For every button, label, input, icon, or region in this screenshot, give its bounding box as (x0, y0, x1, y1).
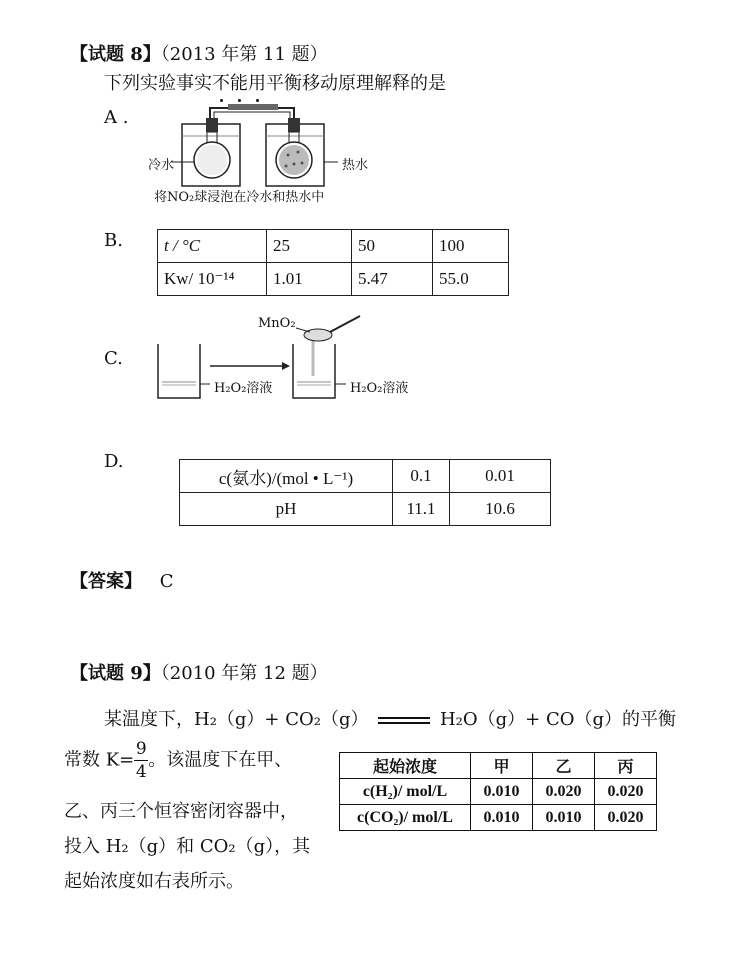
kw-cell: 50 (352, 230, 433, 263)
q9-line-4: 投入 H₂（g）和 CO₂（g），其 (64, 836, 311, 857)
k-denominator: 4 (135, 762, 147, 782)
q8-stem (104, 69, 446, 95)
concentration-row (340, 805, 657, 831)
q9-line-3: 乙、丙三个恒容密闭容器中， (64, 801, 298, 822)
q9-line-5: 起始浓度如右表所示。 (64, 871, 244, 892)
q9-k-line (64, 739, 292, 782)
ammonia-table-row (180, 493, 551, 526)
q9-eq-products: H₂O（g）+ CO（g）的平衡 (439, 709, 677, 730)
ammonia-table-row (180, 460, 551, 493)
kw-cell: 100 (433, 230, 509, 263)
q9-k-suffix: 。该温度下在甲、 (148, 749, 293, 771)
kw-cell: Kw/ 10⁻¹⁴ (158, 263, 267, 296)
kw-table-row (158, 230, 509, 263)
concentration-cell: 0.010 (471, 779, 533, 805)
cold-water-label: 冷水 (148, 158, 175, 173)
answer-label: 【答案】 (70, 571, 142, 592)
k-fraction (134, 739, 148, 782)
q8-stem-after: 平衡移动原理解释的是 (266, 73, 446, 94)
concentration-cell: 乙 (533, 753, 595, 779)
q9-number: 【试题 9】 (70, 663, 161, 684)
concentration-cell: 丙 (595, 753, 657, 779)
concentration-cell: 0.020 (595, 779, 657, 805)
q9-header (70, 659, 328, 685)
option-c-label: C. (104, 348, 123, 369)
q8-header (70, 40, 328, 66)
concentration-cell: 起始浓度 (340, 753, 471, 779)
q8-emph-2: 能 (230, 73, 248, 94)
kw-table-row (158, 263, 509, 296)
k-numerator: 9 (135, 739, 147, 759)
ammonia-cell: c(氨水)/(mol • L⁻¹) (180, 460, 393, 493)
answer-value: C (159, 571, 174, 592)
concentration-cell: 甲 (471, 753, 533, 779)
mno2-label: MnO₂ (258, 316, 296, 331)
ammonia-cell: 10.6 (450, 493, 551, 526)
q9-equation (104, 705, 676, 731)
option-d-label: D. (104, 451, 124, 472)
concentration-cell: 0.010 (471, 805, 533, 831)
q8-year: （2013 年第 11 题） (160, 44, 328, 65)
kw-cell: 25 (267, 230, 352, 263)
option-a-label: A . (104, 107, 129, 128)
kw-cell: 55.0 (433, 263, 509, 296)
ammonia-cell: 11.1 (393, 493, 450, 526)
q9-k-prefix: 常数 K= (64, 749, 135, 771)
concentration-cell: c(H₂)/ mol/L (340, 779, 471, 805)
fraction-bar (134, 760, 148, 761)
option-a-caption: 将NO₂球浸泡在冷水和热水中 (154, 190, 325, 205)
left-h2o2-label: H₂O₂溶液 (214, 381, 273, 396)
ammonia-cell: pH (180, 493, 393, 526)
kw-cell: 1.01 (267, 263, 352, 296)
q8-stem-before: 下列实验事实 (104, 73, 212, 94)
q9-year: （2010 年第 12 题） (160, 663, 328, 684)
kw-cell: t / °C (158, 230, 267, 263)
concentration-cell: 0.020 (595, 805, 657, 831)
concentration-row (340, 779, 657, 805)
q8-emph-3: 用 (248, 73, 266, 94)
answer-line (70, 567, 174, 593)
q9-eq-reactants: 某温度下，H₂（g）+ CO₂（g） (104, 709, 369, 730)
ammonia-cell: 0.01 (450, 460, 551, 493)
q8-emph-1: 不 (212, 73, 230, 94)
kw-table (157, 229, 509, 296)
option-b-label: B. (104, 230, 123, 251)
concentration-cell: c(CO₂)/ mol/L (340, 805, 471, 831)
concentration-row (340, 753, 657, 779)
right-h2o2-label: H₂O₂溶液 (350, 381, 409, 396)
hot-water-label: 热水 (342, 158, 369, 173)
equilibrium-sign (378, 717, 430, 724)
kw-cell: 5.47 (352, 263, 433, 296)
concentration-cell: 0.010 (533, 805, 595, 831)
initial-concentration-table (339, 752, 657, 831)
concentration-cell: 0.020 (533, 779, 595, 805)
ammonia-cell: 0.1 (393, 460, 450, 493)
q8-number: 【试题 8】 (70, 44, 161, 65)
ammonia-table (179, 459, 551, 526)
